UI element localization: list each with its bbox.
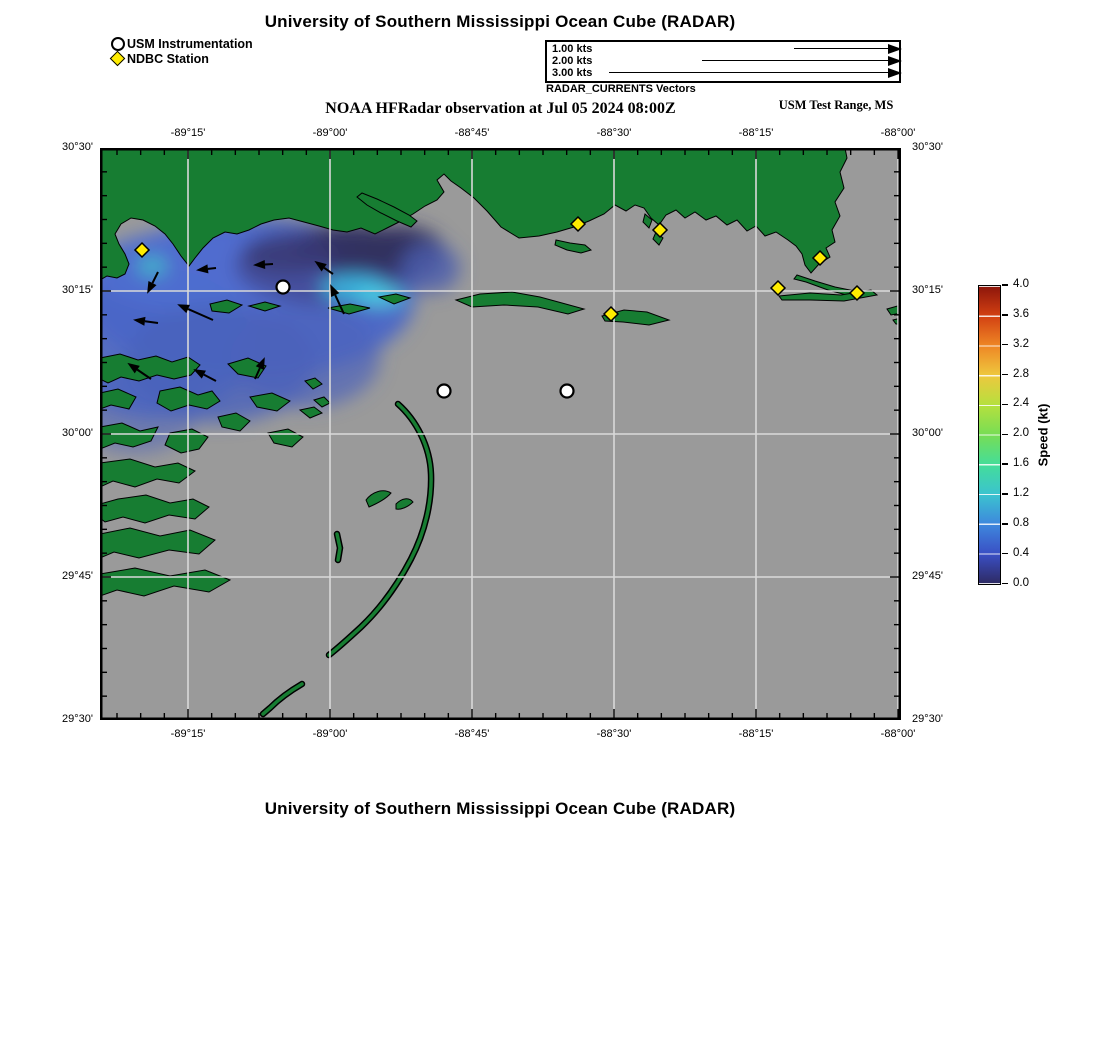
colorbar-tick-label: 2.0 xyxy=(1013,427,1029,440)
colorbar-tick-label: 1.2 xyxy=(1013,486,1029,499)
ndbc-diamond-marker-icon xyxy=(111,53,127,64)
vector-key-label: 3.00 kts xyxy=(552,66,593,79)
colorbar-tick-label: 4.0 xyxy=(1013,278,1029,290)
colorbar-title-wrap xyxy=(1030,285,1056,585)
usm-circle-marker-icon xyxy=(111,37,127,51)
colorbar-tick-label: 3.6 xyxy=(1013,307,1029,320)
y-tick-label-left: 29°45' xyxy=(62,570,93,582)
y-tick-label-right: 30°30' xyxy=(912,141,943,153)
colorbar-tick-label: 1.6 xyxy=(1013,457,1029,470)
colorbar-tick xyxy=(1002,493,1008,495)
colorbar-tick-label: 2.8 xyxy=(1013,367,1029,380)
vector-key-label: 1.00 kts xyxy=(552,42,593,55)
usm-instrument-marker xyxy=(277,281,290,294)
current-vector-shaft xyxy=(208,268,216,269)
y-tick-label-left: 30°00' xyxy=(62,427,93,439)
speed-colorbar xyxy=(978,285,1001,585)
colorbar-tick xyxy=(1002,404,1008,406)
colorbar-tick xyxy=(1002,523,1008,525)
legend-label-usm: USM Instrumentation xyxy=(127,36,253,51)
figure-title-top: University of Southern Mississippi Ocean Cube (RADAR) xyxy=(264,12,736,31)
vector-key-arrowhead-icon xyxy=(888,44,902,54)
y-tick-label-right: 30°00' xyxy=(912,427,943,439)
speed-field-patch xyxy=(137,257,167,275)
y-tick-label-right: 29°30' xyxy=(912,713,943,725)
x-tick-label-top: -88°30' xyxy=(596,127,632,139)
y-tick-label-left: 30°15' xyxy=(62,284,93,296)
x-tick-label-top: -88°45' xyxy=(454,127,490,139)
x-tick-label-top: -88°00' xyxy=(880,127,916,139)
colorbar-tick-label: 0.4 xyxy=(1013,546,1029,559)
map-legend xyxy=(111,36,253,66)
legend-item-usm xyxy=(111,36,253,51)
y-tick-label-left: 29°30' xyxy=(62,713,93,725)
x-tick-label-bottom: -88°15' xyxy=(738,728,774,740)
colorbar-tick-label: 2.4 xyxy=(1013,397,1029,410)
test-range-label: USM Test Range, MS xyxy=(778,98,894,112)
colorbar-tick xyxy=(1002,583,1008,585)
colorbar-tick xyxy=(1002,344,1008,346)
vector-key-label: 2.00 kts xyxy=(552,54,593,67)
x-tick-label-top: -89°15' xyxy=(170,127,206,139)
vector-key-line xyxy=(609,72,890,74)
x-tick-label-bottom: -88°45' xyxy=(454,728,490,740)
x-tick-label-top: -89°00' xyxy=(312,127,348,139)
observation-subtitle: NOAA HFRadar observation at Jul 05 2024 08:00Z xyxy=(325,100,676,117)
land-polygon xyxy=(100,495,209,523)
x-tick-label-bottom: -89°00' xyxy=(312,728,348,740)
map-panel xyxy=(100,148,901,720)
y-tick-label-right: 29°45' xyxy=(912,570,943,582)
vector-key-line xyxy=(794,48,890,50)
colorbar-tick xyxy=(1002,553,1008,555)
usm-instrument-marker xyxy=(561,385,574,398)
figure-title-bottom: University of Southern Mississippi Ocean Cube (RADAR) xyxy=(264,799,736,818)
x-tick-label-bottom: -89°15' xyxy=(170,728,206,740)
colorbar-tick xyxy=(1002,374,1008,376)
legend-item-ndbc xyxy=(111,51,253,66)
vector-key-arrowhead-icon xyxy=(888,68,902,78)
speed-field-patch xyxy=(400,243,460,293)
map-svg xyxy=(100,148,901,720)
usm-instrument-marker xyxy=(438,385,451,398)
x-tick-label-top: -88°15' xyxy=(738,127,774,139)
colorbar-tick xyxy=(1002,434,1008,436)
colorbar-tick xyxy=(1002,463,1008,465)
legend-label-ndbc: NDBC Station xyxy=(127,51,209,66)
colorbar-tick xyxy=(1002,314,1008,316)
x-tick-label-bottom: -88°00' xyxy=(880,728,916,740)
y-tick-label-left: 30°30' xyxy=(62,141,93,153)
colorbar-tick-label: 3.2 xyxy=(1013,337,1029,350)
speed-field-patch xyxy=(230,308,380,408)
vector-key-arrowhead-icon xyxy=(888,56,902,66)
vector-scale-key xyxy=(545,40,901,83)
x-tick-label-bottom: -88°30' xyxy=(596,728,632,740)
vector-key-line xyxy=(702,60,890,62)
colorbar-title: Speed (kt) xyxy=(1035,403,1051,467)
colorbar-tick-label: 0.0 xyxy=(1013,576,1029,589)
colorbar-tick-label: 0.8 xyxy=(1013,516,1029,529)
colorbar-tick-lines xyxy=(979,286,1000,584)
vector-key-caption: RADAR_CURRENTS Vectors xyxy=(546,83,696,95)
y-tick-label-right: 30°15' xyxy=(912,284,943,296)
colorbar-tick xyxy=(1002,284,1008,286)
